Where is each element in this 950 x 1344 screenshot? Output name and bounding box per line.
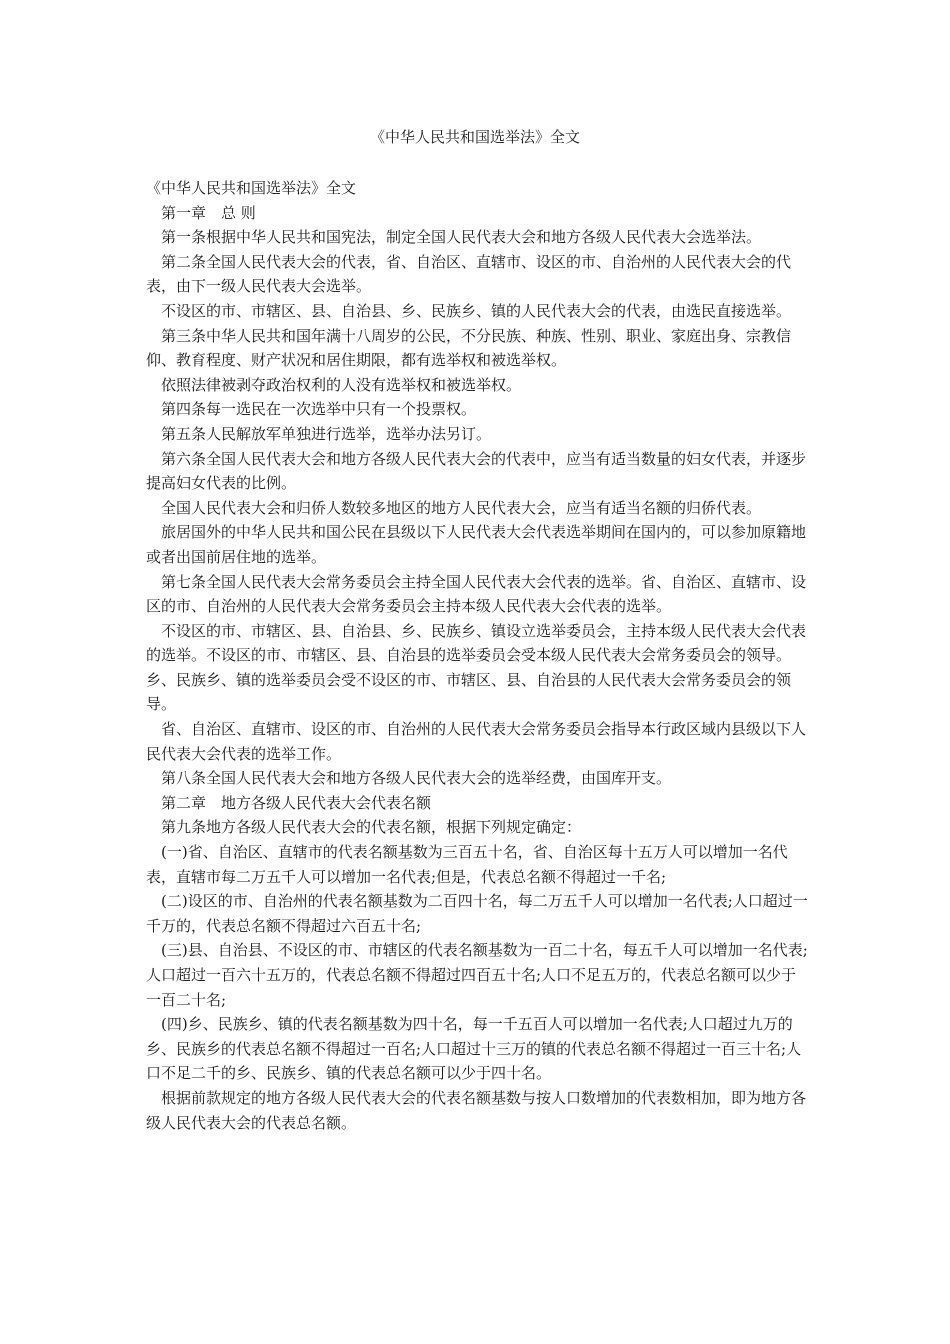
article-paragraph: 第一条根据中华人民共和国宪法，制定全国人民代表大会和地方各级人民代表大会选举法。 [161, 228, 762, 247]
article-paragraph: 第五条人民解放军单独进行选举，选举办法另订。 [161, 424, 492, 443]
chapter-heading: 第二章 地方各级人民代表大会代表名额 [161, 793, 432, 812]
document-title: 《中华人民共和国选举法》全文 [369, 128, 580, 146]
article-paragraph: 不设区的市、市辖区、县、自治县、乡、民族乡、镇设立选举委员会，主持本级人民代表大会代表的选举。不设区的市、市辖区、县、自治县的选举委员会受本级人民代表大会常务委员会的领导。乡、民族乡、镇的选举委员会受不设区的市、市辖区、县、自治县的人民代表大会常务委员会的领导。 [146, 621, 807, 714]
article-paragraph: 省、自治区、直辖市、设区的市、自治州的人民代表大会常务委员会指导本行政区域内县级以下人民代表大会代表的选举工作。 [146, 720, 807, 763]
list-item: (一)省、自治区、直辖市的代表名额基数为三百五十名，省、自治区每十五万人可以增加一名代表，直辖市每二万五千人可以增加一名代表;但是，代表总名额不得超过一千名; [146, 843, 788, 886]
article-paragraph: 第六条全国人民代表大会和地方各级人民代表大会的代表中，应当有适当数量的妇女代表，并逐步提高妇女代表的比例。 [146, 449, 807, 493]
article-paragraph: 第三条中华人民共和国年满十八周岁的公民，不分民族、种族、性别、职业、家庭出身、宗教信仰、教育程度、财产状况和居住期限，都有选举权和被选举权。 [146, 326, 792, 370]
article-paragraph: 全国人民代表大会和归侨人数较多地区的地方人民代表大会，应当有适当名额的归侨代表。 [161, 498, 762, 517]
article-paragraph: 第四条每一选民在一次选举中只有一个投票权。 [161, 400, 477, 419]
list-item: (二)设区的市、自治州的代表名额基数为二百四十名，每二万五千人可以增加一名代表;人口超过一千万的，代表总名额不得超过六百五十名; [146, 892, 808, 935]
article-paragraph: 不设区的市、市辖区、县、自治县、乡、民族乡、镇的人民代表大会的代表，由选民直接选举。 [161, 301, 792, 320]
article-paragraph: 第二条全国人民代表大会的代表，省、自治区、直辖市、设区的市、自治州的人民代表大会的代表，由下一级人民代表大会选举。 [146, 252, 792, 296]
article-paragraph: 根据前款规定的地方各级人民代表大会的代表名额基数与按人口数增加的代表数相加，即为地方各级人民代表大会的代表总名额。 [146, 1088, 807, 1132]
chapter-heading: 第一章 总 则 [161, 203, 256, 222]
article-paragraph: 旅居国外的中华人民共和国公民在县级以下人民代表大会代表选举期间在国内的，可以参加原籍地或者出国前居住地的选举。 [146, 523, 807, 566]
body-heading: 《中华人民共和国选举法》全文 [146, 179, 357, 197]
list-item: (四)乡、民族乡、镇的代表名额基数为四十名，每一千五百人可以增加一名代表;人口超过九万的乡、民族乡的代表总名额不得超过一百名;人口超过十三万的镇的代表总名额不得超过一百三十名;人口不足二千的乡、民族乡、镇的代表总名额可以少于四十名。 [146, 1015, 802, 1083]
article-paragraph: 第七条全国人民代表大会常务委员会主持全国人民代表大会代表的选举。省、自治区、直辖市、设区的市、自治州的人民代表大会常务委员会主持本级人民代表大会代表的选举。 [146, 572, 807, 616]
article-paragraph: 第九条地方各级人民代表大会的代表名额，根据下列规定确定： [161, 818, 582, 837]
article-paragraph: 第八条全国人民代表大会和地方各级人民代表大会的选举经费，由国库开支。 [161, 769, 672, 788]
article-paragraph: 依照法律被剥夺政治权利的人没有选举权和被选举权。 [161, 375, 522, 394]
list-item: (三)县、自治县、不设区的市、市辖区的代表名额基数为一百二十名，每五千人可以增加一名代表;人口超过一百六十五万的，代表总名额不得超过四百五十名;人口不足五万的，代表总名额可以少于一百二十名; [146, 941, 808, 1009]
document-body [146, 176, 810, 1135]
